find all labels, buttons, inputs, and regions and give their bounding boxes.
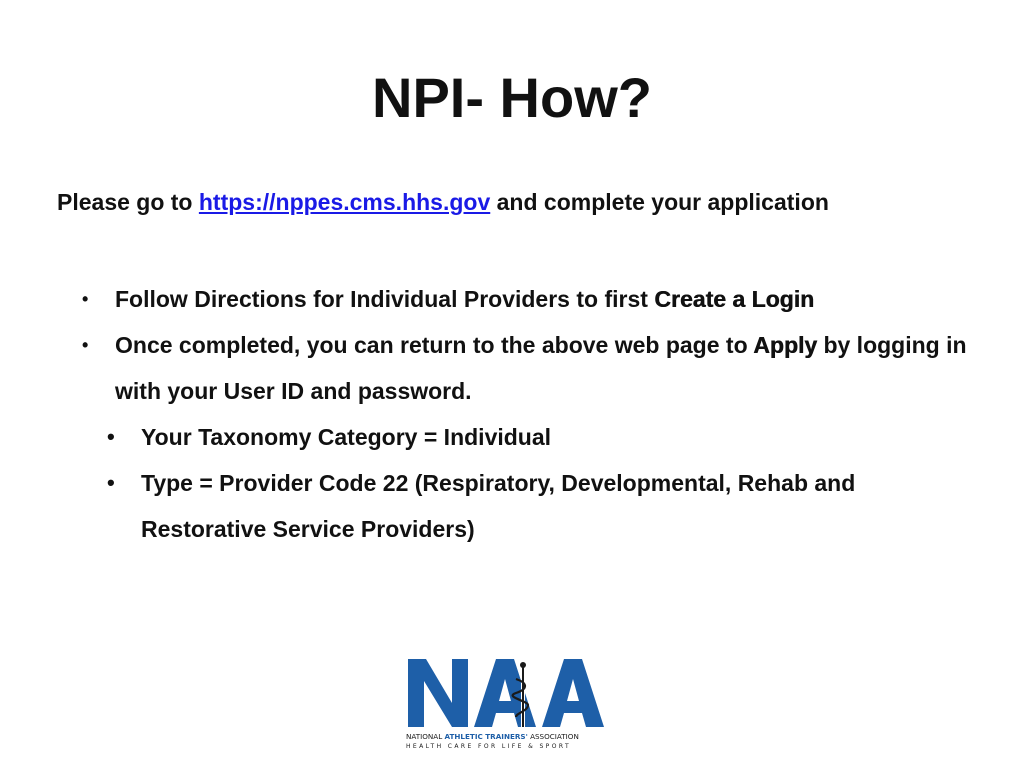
bullet-icon: • (82, 289, 89, 309)
bullet-emphasis: Apply (753, 332, 818, 358)
nata-logo-text (406, 732, 579, 750)
sub-bullet-text: Your Taxonomy Category = Individual (141, 424, 552, 450)
nata-logo (404, 655, 620, 751)
bullet-icon: • (82, 335, 89, 355)
sub-bullet-list (107, 414, 982, 552)
sub-bullet-provider-code (107, 460, 982, 552)
sub-bullet-text: Type = Provider Code 22 (Respiratory, Developmental, Rehab and Restorative Service Providers) (141, 470, 856, 542)
bullet-text: Once completed, you can return to the above web page to (115, 332, 748, 358)
nppes-link[interactable]: https://nppes.cms.hhs.gov (198, 189, 491, 215)
nata-logo-tagline: HEALTH CARE FOR LIFE & SPORT (406, 743, 572, 750)
nata-logo-mark (408, 659, 604, 727)
sub-bullet-taxonomy (107, 414, 982, 460)
sub-bullet-icon: • (107, 470, 115, 495)
intro-line (57, 186, 829, 218)
sub-bullet-icon: • (107, 424, 115, 449)
bullet-create-login (82, 276, 982, 322)
bullet-text: Follow Directions for Individual Providers to first (115, 286, 648, 312)
bullet-list (82, 276, 982, 552)
bullet-apply (82, 322, 982, 552)
intro-text-before: Please go to (57, 189, 193, 215)
bullet-text-after: by logging in with your User ID and password. (115, 332, 967, 404)
nata-logo-line1: NATIONAL ATHLETIC TRAINERS' ASSOCIATION (406, 732, 579, 741)
slide-title: NPI- How? (372, 66, 652, 129)
bullet-emphasis: Create a Login (654, 286, 815, 312)
intro-text-after: and complete your application (496, 189, 829, 215)
